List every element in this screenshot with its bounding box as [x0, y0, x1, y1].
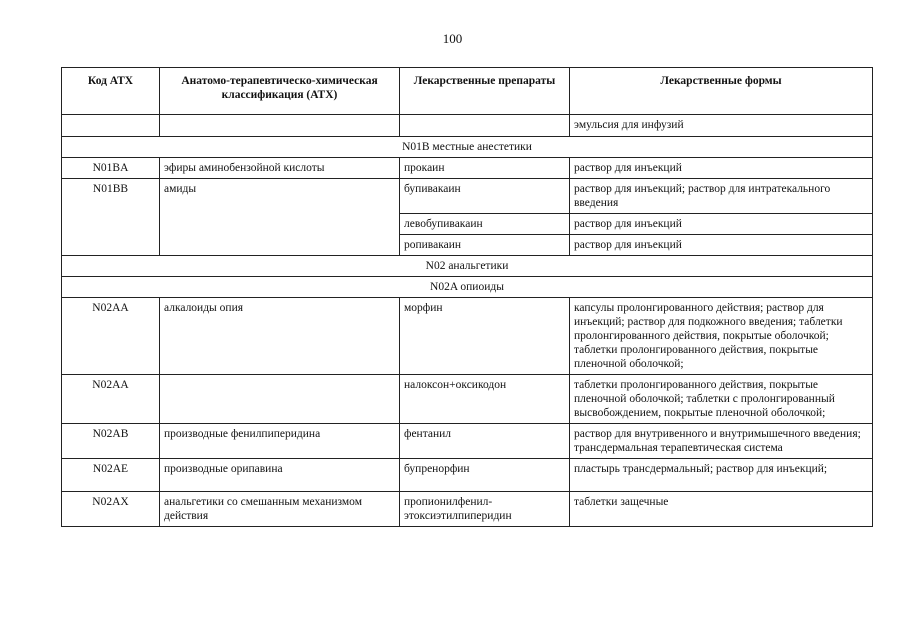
- code-cell: N02AA: [62, 375, 160, 424]
- drug-cell: левобупивакаин: [400, 214, 570, 235]
- drug-cell: прокаин: [400, 158, 570, 179]
- class-cell: анальгетики со смешанным механизмом действия: [160, 492, 400, 527]
- class-cell: алкалоиды опия: [160, 298, 400, 375]
- empty-cell: [62, 115, 160, 137]
- table-row: [62, 158, 873, 179]
- drug-cell: ропивакаин: [400, 235, 570, 256]
- table-row: [62, 424, 873, 459]
- code-cell: N02AX: [62, 492, 160, 527]
- section-heading: N01B местные анестетики: [62, 137, 873, 158]
- class-cell: амиды: [160, 179, 400, 256]
- class-cell: производные фенилпиперидина: [160, 424, 400, 459]
- table-row: [62, 375, 873, 424]
- code-cell: N01BA: [62, 158, 160, 179]
- forms-cell: раствор для инъекций: [570, 235, 873, 256]
- class-cell: производные орипавина: [160, 459, 400, 492]
- section-row: [62, 137, 873, 158]
- code-cell: N02AB: [62, 424, 160, 459]
- table-row: [62, 492, 873, 527]
- atx-table: [61, 67, 873, 527]
- header-forms: Лекарственные формы: [570, 68, 873, 115]
- code-cell: N02AA: [62, 298, 160, 375]
- empty-cell: [160, 115, 400, 137]
- code-cell: N01BB: [62, 179, 160, 256]
- drug-cell: морфин: [400, 298, 570, 375]
- forms-cell: эмульсия для инфузий: [570, 115, 873, 137]
- page-number: 100: [442, 31, 463, 46]
- forms-cell: раствор для инъекций: [570, 214, 873, 235]
- forms-cell: [570, 424, 873, 459]
- table-row: [62, 459, 873, 492]
- drug-cell: бупивакаин: [400, 179, 570, 214]
- empty-cell: [400, 115, 570, 137]
- drug-cell: налоксон+оксикодон: [400, 375, 570, 424]
- header-row: [62, 68, 873, 115]
- forms-cell: таблетки пролонгированного действия, покрытые пленочной оболочкой; таблетки с пролонгированный высвобождением, покрытые пленочной оболочкой;: [570, 375, 873, 424]
- table-row: [62, 298, 873, 375]
- table-row: [62, 115, 873, 137]
- forms-line: раствор для внутривенного и внутримышечного введения;: [574, 428, 861, 440]
- section-heading: N02 анальгетики: [62, 256, 873, 277]
- forms-line: трансдермальная терапевтическая система: [574, 442, 783, 454]
- code-cell: N02AE: [62, 459, 160, 492]
- drug-cell: бупренорфин: [400, 459, 570, 492]
- forms-cell: раствор для инъекций: [570, 158, 873, 179]
- section-heading: N02A опиоиды: [62, 277, 873, 298]
- class-cell: [160, 375, 400, 424]
- header-code: Код АТХ: [62, 68, 160, 115]
- section-row: [62, 256, 873, 277]
- forms-cell: капсулы пролонгированного действия; раствор для инъекций; раствор для подкожного введения; таблетки пролонгированного действия, покрытые оболочкой; таблетки пролонгированного действия, покрытые пленочной оболочкой;: [570, 298, 873, 375]
- header-classification: Анатомо-терапевтическо-химическая классификация (АТХ): [160, 68, 400, 115]
- forms-cell: пластырь трансдермальный; раствор для инъекций;: [570, 459, 873, 492]
- header-drugs: Лекарственные препараты: [400, 68, 570, 115]
- section-row: [62, 277, 873, 298]
- forms-cell: раствор для инъекций; раствор для интратекального введения: [570, 179, 873, 214]
- drug-cell: фентанил: [400, 424, 570, 459]
- class-cell: эфиры аминобензойной кислоты: [160, 158, 400, 179]
- table-row: [62, 179, 873, 214]
- forms-cell: таблетки защечные: [570, 492, 873, 527]
- drug-cell: пропионилфенил-этоксиэтилпиперидин: [400, 492, 570, 527]
